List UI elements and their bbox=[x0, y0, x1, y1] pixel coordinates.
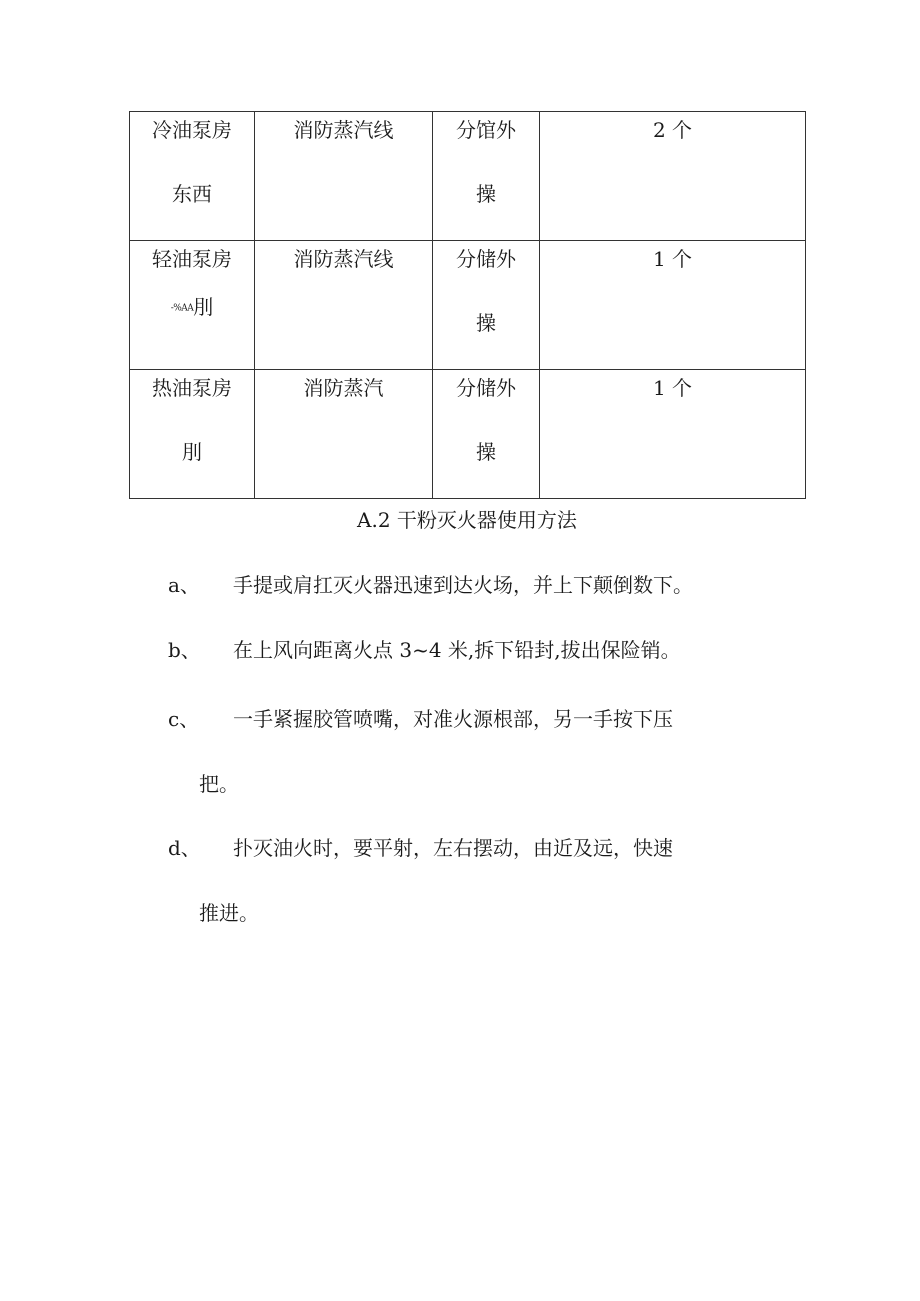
list-marker: d、 bbox=[168, 836, 201, 860]
list-marker: b、 bbox=[168, 638, 201, 662]
list-item-text: 手提或肩扛灭火器迅速到达火场，并上下颠倒数下。 bbox=[233, 573, 693, 597]
location-cell: 热油泵房 刖 bbox=[130, 370, 255, 499]
garbled-text: -%AA bbox=[170, 303, 194, 314]
equipment-table bbox=[129, 111, 806, 499]
count-cell: 1 个 bbox=[540, 241, 806, 370]
type-cell: 消防蒸汽线 bbox=[255, 112, 433, 241]
location-cell: 轻油泵房 -%AA刖 bbox=[130, 241, 255, 370]
list-item-continuation: 把。 bbox=[199, 772, 239, 796]
table-row bbox=[130, 112, 806, 241]
location-cell: 冷油泵房 东西 bbox=[130, 112, 255, 241]
count-cell: 1 个 bbox=[540, 370, 806, 499]
list-item-text: 在上风向距离火点 3~4 米,拆下铅封,拔出保险销。 bbox=[233, 638, 681, 662]
list-item-text: 扑灭油火时，要平射，左右摆动，由近及远，快速 bbox=[233, 836, 673, 860]
list-item-text: 一手紧握胶管喷嘴，对准火源根部，另一手按下压 bbox=[233, 707, 673, 731]
type-cell: 消防蒸汽线 bbox=[255, 241, 433, 370]
unit-cell: 分储外 操 bbox=[433, 370, 540, 499]
list-item-continuation: 推进。 bbox=[199, 901, 259, 925]
list-marker: a、 bbox=[168, 573, 200, 597]
unit-cell: 分馆外 操 bbox=[433, 112, 540, 241]
type-cell: 消防蒸汽 bbox=[255, 370, 433, 499]
unit-cell: 分储外 操 bbox=[433, 241, 540, 370]
table-row bbox=[130, 241, 806, 370]
list-marker: c、 bbox=[168, 707, 200, 731]
count-cell: 2 个 bbox=[540, 112, 806, 241]
section-title: A.2 干粉灭火器使用方法 bbox=[357, 508, 577, 532]
table-row bbox=[130, 370, 806, 499]
